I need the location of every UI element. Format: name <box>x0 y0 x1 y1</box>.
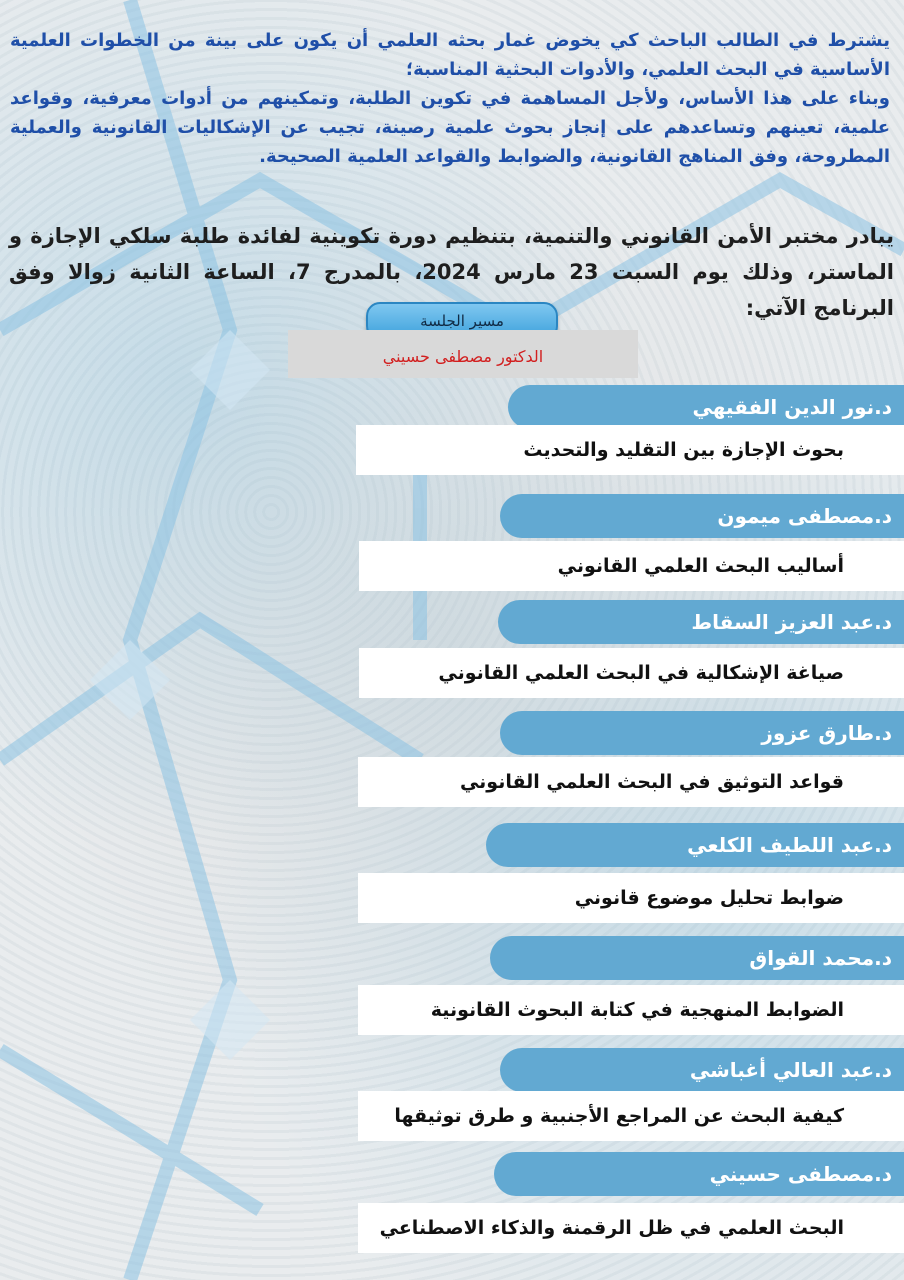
intro-paragraph-1: يشترط في الطالب الباحث كي يخوض غمار بحثه العلمي أن يكون على بينة من الخطوات العلمية الأساسية في البحث العلمي، والأدوات البحثية المناسبة؛ <box>10 30 890 80</box>
speaker-3: د.عبد العزيز السقاط <box>498 600 904 644</box>
speaker-6: د.محمد القواق <box>490 936 904 980</box>
topic-8: البحث العلمي في ظل الرقمنة والذكاء الاصطناعي <box>358 1203 904 1253</box>
topic-4: قواعد التوثيق في البحث العلمي القانوني <box>358 757 904 807</box>
speaker-7: د.عبد العالي أغباشي <box>500 1048 904 1092</box>
speaker-8: د.مصطفى حسيني <box>494 1152 904 1196</box>
speaker-5: د.عبد اللطيف الكلعي <box>486 823 904 867</box>
announcement-text: يبادر مختبر الأمن القانوني والتنمية، بتنظيم دورة تكوينية لفائدة طلبة سلكي الإجازة و الماستر، وذلك يوم السبت 23 مارس 2024، بالمدرج 7، الساعة الثانية زوالا وفق البرنامج الآتي: <box>9 224 894 320</box>
chair-label-badge: مسير الجلسة <box>366 302 558 340</box>
speaker-1: د.نور الدين الفقيهي <box>508 385 904 429</box>
speaker-2: د.مصطفى ميمون <box>500 494 904 538</box>
intro-paragraph-2: وبناء على هذا الأساس، ولأجل المساهمة في تكوين الطلبة، وتمكينهم من أدوات معرفية، وقواعد علمية، تعينهم وتساعدهم على إنجاز بحوث علمية رصينة، تجيب عن الإشكاليات القانونية والعملية المطروحة، وفق المناهج القانونية، والضوابط والقواعد العلمية الصحيحة. <box>10 88 890 167</box>
intro-text <box>10 26 890 171</box>
topic-5: ضوابط تحليل موضوع قانوني <box>358 873 904 923</box>
topic-7: كيفية البحث عن المراجع الأجنبية و طرق توثيقها <box>358 1091 904 1141</box>
chair-name: الدكتور مصطفى حسيني <box>288 330 638 378</box>
topic-2: أساليب البحث العلمي القانوني <box>359 541 904 591</box>
topic-6: الضوابط المنهجية في كتابة البحوث القانونية <box>358 985 904 1035</box>
topic-3: صياغة الإشكالية في البحث العلمي القانوني <box>359 648 904 698</box>
speaker-4: د.طارق عزوز <box>500 711 904 755</box>
topic-1: بحوث الإجازة بين التقليد والتحديث <box>356 425 904 475</box>
